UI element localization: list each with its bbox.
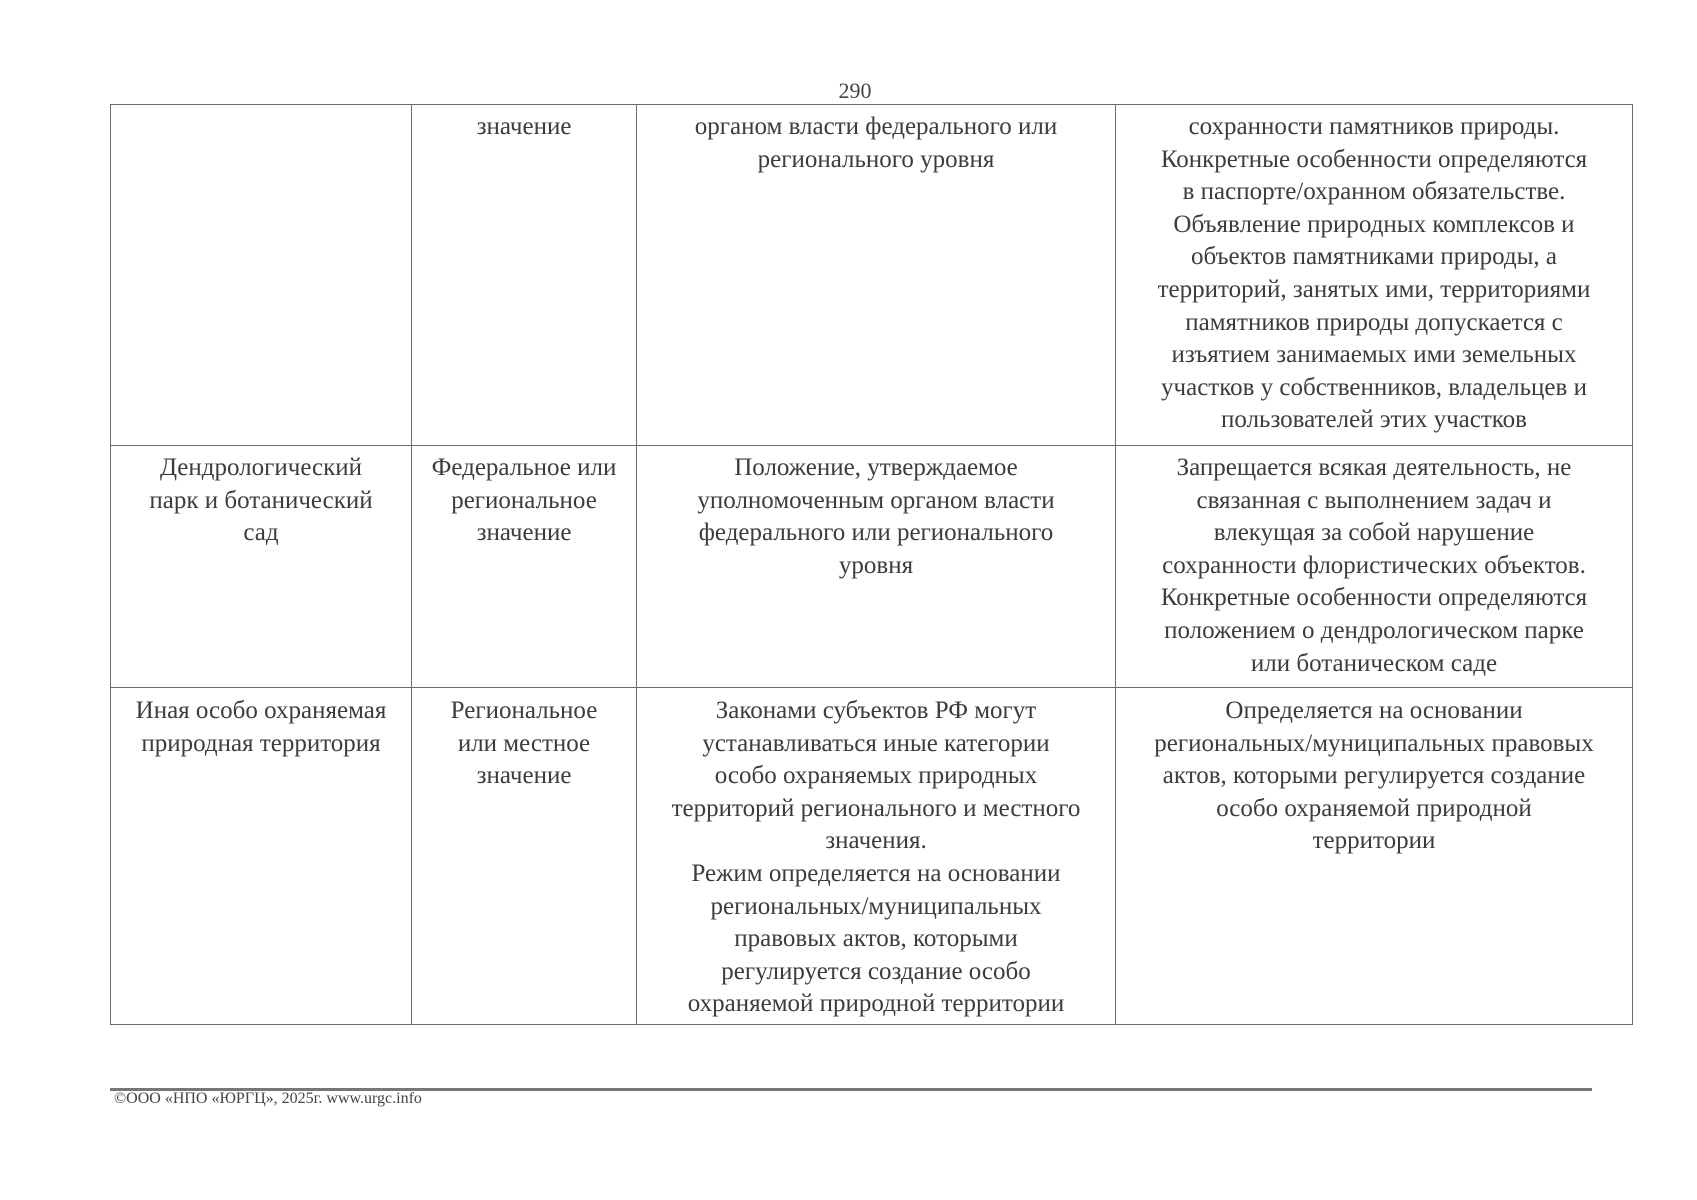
table-row <box>111 105 1633 446</box>
cell-text: сохранности памятников природы. Конкретные особенности определяются в паспорте/охранном обязательстве. Объявление природных комплексов и объектов памятниками природы, а территорий, занятых ими, территориями памятников природы допускается с изъятием занимаемых ими земельных участков у собственников, владельцев и пользователей этих участков <box>1157 113 1591 434</box>
table-cell-significance <box>412 446 637 688</box>
cell-text: органом власти федерального или регионального уровня <box>694 113 1058 173</box>
table-cell-basis <box>637 446 1116 688</box>
cell-text: Региональное или местное значение <box>450 697 598 790</box>
document-table <box>110 104 1633 1025</box>
table-cell-type <box>111 446 412 688</box>
table-cell-basis <box>637 688 1116 1025</box>
table-cell-significance <box>412 688 637 1025</box>
cell-text: Положение, утверждаемое уполномоченным органом власти федерального или регионального уровня <box>697 454 1055 579</box>
cell-text: значение <box>476 113 572 140</box>
footer-copyright: ©ООО «НПО «ЮРГЦ», 2025г. www.urgc.info <box>114 1090 422 1107</box>
table-cell-significance <box>412 105 637 446</box>
table-cell-basis <box>637 105 1116 446</box>
table-cell-regime <box>1116 105 1633 446</box>
cell-text: Иная особо охраняемая природная территория <box>135 697 387 757</box>
table-cell-regime <box>1116 688 1633 1025</box>
cell-text: Запрещается всякая деятельность, не связанная с выполнением задач и влекущая за собой нарушение сохранности флористических объектов. Конкретные особенности определяются положением о дендрологическом парке или ботаническом саде <box>1160 454 1588 677</box>
cell-text: Федеральное или региональное значение <box>431 454 617 547</box>
cell-text: Определяется на основании региональных/муниципальных правовых актов, которыми регулируется создание особо охраняемой природной территории <box>1154 697 1594 855</box>
table-cell-type <box>111 688 412 1025</box>
table-row <box>111 688 1633 1025</box>
cell-text: Дендрологический парк и ботанический сад <box>149 454 373 547</box>
table-row <box>111 446 1633 688</box>
page-number: 290 <box>838 78 872 103</box>
table-cell-type <box>111 105 412 446</box>
cell-text: Законами субъектов РФ могут устанавливаться иные категории особо охраняемых природных территорий регионального и местного значения. Режим определяется на основании региональных/муниципальных правовых актов, которыми регулируется создание особо охраняемой природной территории <box>671 697 1081 1018</box>
table-cell-regime <box>1116 446 1633 688</box>
